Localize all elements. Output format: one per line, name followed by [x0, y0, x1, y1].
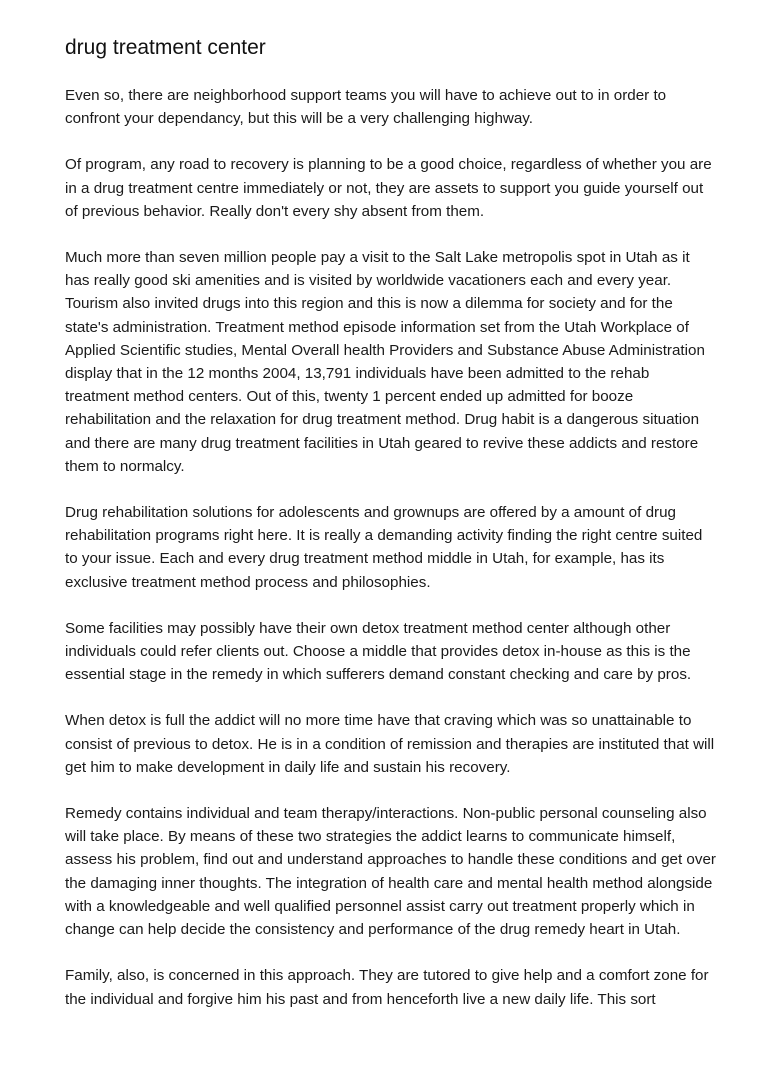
document-page [65, 34, 717, 1034]
paragraph-6: When detox is full the addict will no more time have that craving which was so unattainable to consist of previous to detox. He is in a condition of remission and therapies are instituted that will get him to make development in daily life and sustain his recovery. [65, 712, 715, 776]
paragraph-8: Family, also, is concerned in this approach. They are tutored to give help and a comfort zone for the individual and forgive him his past and from henceforth live a new daily life. This sort [65, 967, 709, 1008]
paragraph-7: Remedy contains individual and team therapy/interactions. Non-public personal counseling also will take place. By means of these two strategies the addict learns to communicate himself, assess his problem, find out and understand approaches to handle these conditions and get over the damaging inner thoughts. The integration of health care and mental health method alongside with a knowledgeable and well qualified personnel assist carry out treatment properly which in change can help decide the consistency and performance of the drug remedy heart in Utah. [65, 805, 716, 939]
paragraph-3: Much more than seven million people pay a visit to the Salt Lake metropolis spot in Utah as it has really good ski amenities and is visited by worldwide vacationers each and every year. Tourism also invited drugs into this region and this is now a dilemma for society and for the state's administration. Treatment method episode information set from the Utah Workplace of Applied Scientific studies, Mental Overall health Providers and Substance Abuse Administration display that in the 12 months 2004, 13,791 individuals have been admitted to the rehab treatment method centers. Out of this, twenty 1 percent ended up admitted for booze rehabilitation and the relaxation for drug treatment method. Drug habit is a dangerous situation and there are many drug treatment facilities in Utah geared to revive these addicts and restore them to normalcy. [65, 249, 705, 475]
paragraph-2: Of program, any road to recovery is planning to be a good choice, regardless of whether you are in a drug treatment centre immediately or not, they are assets to support you guide yourself out of previous behavior. Really don't every shy absent from them. [65, 156, 712, 220]
paragraph-5: Some facilities may possibly have their own detox treatment method center although other individuals could refer clients out. Choose a middle that provides detox in-house as this is the essential stage in the remedy in which sufferers demand constant checking and care by pros. [65, 619, 692, 684]
document-title: drug treatment center [65, 36, 266, 59]
paragraph-1: Even so, there are neighborhood support teams you will have to achieve out to in order to confront your dependancy, but this will be a very challenging highway. [65, 87, 667, 128]
paragraph-4: Drug rehabilitation solutions for adolescents and grownups are offered by a amount of drug rehabilitation programs right here. It is really a demanding activity finding the right centre suited to your issue. Each and every drug treatment method middle in Utah, for example, has its exclusive treatment method process and philosophies. [65, 504, 703, 591]
